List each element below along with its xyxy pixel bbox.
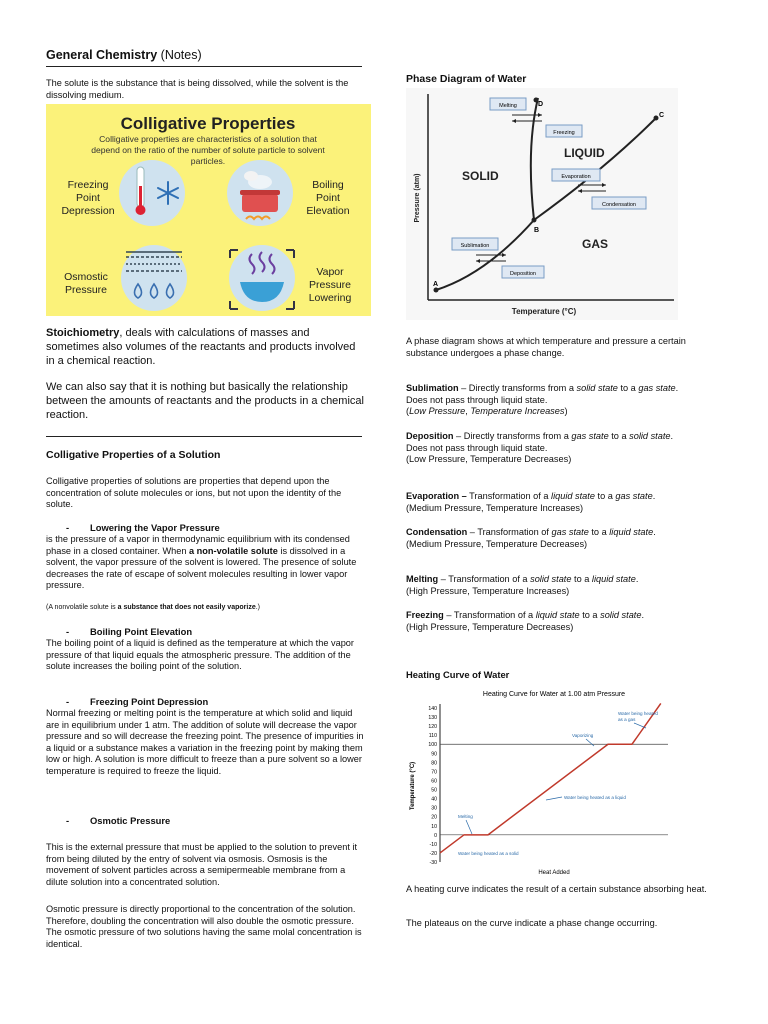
- sublimation-label: Sublimation: [460, 243, 490, 249]
- point-b: [532, 218, 537, 223]
- freezing-point-heading: [66, 696, 208, 707]
- def-b: to a: [594, 491, 616, 501]
- def-s1: gas state: [571, 431, 609, 441]
- def-sep: –: [443, 610, 454, 620]
- def-a: Transformation of: [477, 527, 552, 537]
- gas-region-label: GAS: [582, 237, 609, 251]
- nonvol-b: a substance that does not easily vaporize: [117, 604, 256, 611]
- infographic-subtitle-1: Colligative properties are characteristics of a solution that: [99, 134, 317, 144]
- y-tick-label: 120: [428, 724, 437, 731]
- y-tick-label: 80: [431, 760, 437, 767]
- point-a-label: A: [433, 281, 439, 288]
- colligative-intro: Colligative properties of solutions are properties that depend upon the concentration of solute molecules or ions, but not upon the identity of the solute.: [46, 476, 342, 510]
- osmotic-label-2: Pressure: [64, 284, 108, 296]
- title-bold: General Chemistry: [46, 48, 158, 62]
- def-s2: solid state: [600, 610, 642, 620]
- def-condensation: [406, 527, 722, 550]
- osmotic-pressure-heading: [66, 815, 170, 826]
- def-c: .: [652, 491, 656, 501]
- def-term: Deposition: [406, 431, 454, 441]
- osmo-heading-text: Osmotic Pressure: [90, 815, 171, 826]
- point-d-label: D: [538, 101, 544, 108]
- thermometer-snowflake-icon: [119, 160, 185, 226]
- y-tick-label: 60: [431, 778, 437, 785]
- phase-diagram-heading: Phase Diagram of Water: [406, 73, 527, 85]
- annotation-liquid: Water being heated as a liquid: [564, 795, 626, 800]
- def-evaporation: [406, 491, 722, 514]
- def-term: Condensation: [406, 527, 468, 537]
- solid-region-label: SOLID: [462, 169, 499, 183]
- infographic-subtitle-2: depend on the ratio of the number of solute particle to solvent: [91, 145, 325, 155]
- y-tick-label: 110: [428, 733, 437, 740]
- stoichiometry-term: Stoichiometry: [46, 327, 120, 339]
- y-tick-label: -10: [429, 841, 437, 848]
- def-l3c: ): [564, 406, 568, 417]
- evaporation-label-box: [552, 169, 600, 181]
- freezing-point-text: Normal freezing or melting point is the temperature at which solid and liquid are in equilibrium under 1 atm. The addition of solute will decrease the vapor pressure and so will decrease the freezing point. The presence of impurities in a liquid or a substance makes a variation in the freezing point by making them low or high. A solution is more difficult to freeze than a pure solvent so a lower temperature is required to freeze the liquid.: [46, 708, 364, 776]
- def-melting: [406, 574, 722, 597]
- def-line-3: [406, 406, 722, 418]
- phase-x-axis-label: Temperature (°C): [511, 307, 577, 316]
- deposition-label-box: [502, 266, 544, 278]
- fusion-curve: [531, 98, 538, 220]
- def-b: to a: [608, 431, 630, 441]
- def-s2: solid state: [629, 431, 671, 441]
- def-deposition: [406, 431, 722, 466]
- sublimation-label-box: [452, 238, 498, 250]
- def-line-3: (High Pressure, Temperature Increases): [406, 585, 570, 596]
- boiling-point-heading: [66, 626, 192, 637]
- vapor-label-3: Lowering: [308, 292, 352, 304]
- y-tick-label: 130: [428, 715, 437, 722]
- melting-label: Melting: [499, 103, 517, 109]
- def-line-3: (Low Pressure, Temperature Decreases): [406, 454, 572, 465]
- freezing-label-1: Freezing: [67, 179, 109, 191]
- def-s2: gas state: [615, 491, 653, 501]
- intro-text: The solute is the substance that is being dissolved, while the solvent is the dissolving medium.: [46, 78, 349, 100]
- y-tick-label: 140: [428, 706, 437, 712]
- freezing-label-box: [546, 125, 582, 137]
- x-axis-label: Heat Added: [538, 870, 570, 876]
- def-s1: liquid state: [551, 491, 595, 501]
- nonvol-a: (A nonvolatile solute is: [46, 604, 118, 611]
- y-tick-label: 50: [431, 787, 437, 794]
- def-a: Transformation of a: [448, 574, 531, 584]
- title-rule: [46, 66, 362, 67]
- vapor-text-a: is the pressure of a vapor in thermodynamic equilibrium with its condensed phase in a closed container. When: [46, 534, 350, 556]
- y-tick-label: 0: [434, 832, 437, 839]
- chart-title: Heating Curve for Water at 1.00 atm Pressure: [482, 691, 626, 698]
- def-term: Melting: [406, 574, 439, 584]
- annotation-gas-2: as a gas: [618, 717, 636, 722]
- vapor-bowl-icon: [229, 245, 295, 311]
- def-s1: liquid state: [535, 610, 580, 620]
- osmotic-pressure-text-2: Osmotic pressure is directly proportional to the concentration of the solution. Therefore, doubling the concentration will also double the osmotic pressure. The osmotic pressure of two solutions having the same molal concentration is identical.: [46, 904, 362, 949]
- def-l3i2: Temperature Increases: [470, 406, 565, 417]
- heating-curve-chart: [406, 686, 676, 878]
- freezing-label: Freezing: [553, 130, 575, 136]
- def-freezing: [406, 610, 722, 633]
- y-tick-label: 70: [431, 769, 437, 776]
- infographic-subtitle-3: particles.: [190, 156, 226, 166]
- def-b: to a: [571, 574, 592, 584]
- deposition-label: Deposition: [510, 271, 536, 277]
- osmosis-drops-icon: [121, 245, 187, 311]
- annotation-solid: Water being heated as a solid: [458, 851, 519, 856]
- freeze-heading-text: Freezing Point Depression: [90, 696, 209, 707]
- def-c: .: [641, 610, 645, 620]
- annotation-melting: Melting: [458, 814, 473, 819]
- evaporation-label: Evaporation: [561, 174, 591, 180]
- y-tick-label: 20: [431, 814, 437, 821]
- def-l3a: (: [406, 406, 410, 417]
- def-line-3: (Medium Pressure, Temperature Increases): [406, 502, 584, 513]
- phase-description: A phase diagram shows at which temperature and pressure a certain substance undergoes a phase change.: [406, 336, 686, 358]
- colligative-infographic: [46, 104, 371, 316]
- def-s2: liquid state: [609, 527, 654, 537]
- colligative-heading: Colligative Properties of a Solution: [46, 449, 221, 461]
- dash: -: [66, 522, 70, 533]
- heating-description-1: A heating curve indicates the result of a certain substance absorbing heat.: [406, 884, 707, 894]
- y-tick-label: 100: [428, 742, 437, 749]
- boiling-point-text: The boiling point of a liquid is defined as the temperature at which the vapor pressure of that liquid equals the atmospheric pressure. The addition of the solute increases the boiling point of the solution.: [46, 638, 354, 672]
- annotation-gas-1: Water being heated: [618, 711, 658, 716]
- stoichiometry-def: , deals with calculations of masses and sometimes also volumes of the reactants and products involved in a chemical reaction.: [46, 327, 356, 367]
- def-s1: solid state: [576, 383, 618, 393]
- title-notes: (Notes): [160, 48, 202, 62]
- dash: -: [66, 696, 70, 707]
- vapor-heading-text: Lowering the Vapor Pressure: [90, 522, 220, 533]
- y-tick-label: -30: [429, 860, 437, 866]
- def-b: to a: [588, 527, 610, 537]
- def-sep: –: [467, 527, 478, 537]
- boiling-label-3: Elevation: [306, 205, 350, 217]
- infographic-title: Colligative Properties: [120, 114, 296, 133]
- stoichiometry-paragraph-2: We can also say that it is nothing but basically the relationship between the amounts of reactants and the products in a chemical reaction.: [46, 381, 364, 421]
- vapor-text-b: a non-volatile solute: [189, 545, 278, 556]
- osmotic-label-1: Osmostic: [64, 271, 108, 283]
- phase-diagram: [406, 88, 678, 320]
- def-line-3: (High Pressure, Temperature Decreases): [406, 621, 574, 632]
- annotation-gas-pointer: [634, 723, 646, 728]
- boil-heading-text: Boiling Point Elevation: [90, 626, 193, 637]
- point-c: [654, 116, 659, 121]
- heating-description-2: The plateaus on the curve indicate a phase change occurring.: [406, 918, 658, 928]
- def-c: .: [675, 383, 679, 393]
- dash: -: [66, 626, 70, 637]
- def-sep: –: [438, 574, 449, 584]
- heating-curve-heading: Heating Curve of Water: [406, 669, 510, 680]
- def-c: .: [653, 527, 656, 537]
- vapor-label-2: Pressure: [308, 279, 352, 291]
- def-term: Evaporation –: [406, 491, 467, 501]
- vapor-pressure-text: [46, 534, 364, 592]
- vapor-text-c: is dissolved in a solvent, the vapor pressure of the solvent is lowered. The presence of solute decreases the rate of escape of solvent molecules resulting in lower vapor pressure.: [46, 545, 357, 591]
- def-l3b: ,: [465, 406, 471, 417]
- def-a: Transformation of a: [453, 610, 536, 620]
- def-sep: –: [458, 383, 469, 393]
- boiling-pot-icon: [227, 160, 293, 226]
- melting-label-box: [490, 98, 526, 110]
- condensation-label-box: [592, 197, 646, 209]
- def-line-3: (Medium Pressure, Temperature Decreases): [406, 538, 588, 549]
- phase-y-axis-label: Pressure (atm): [414, 173, 421, 223]
- y-tick-label: 40: [431, 796, 437, 803]
- def-sep: –: [453, 431, 464, 441]
- annotation-liquid-pointer: [546, 797, 562, 800]
- liquid-region-label: LIQUID: [564, 146, 605, 160]
- y-tick-label: 10: [431, 823, 437, 830]
- y-tick-label: 90: [431, 751, 437, 758]
- heating-curve-line: [440, 703, 661, 852]
- page-title: [46, 48, 202, 62]
- def-b: to a: [617, 383, 639, 393]
- freezing-label-3: Depression: [61, 205, 115, 217]
- def-s2: liquid state: [591, 574, 636, 584]
- vapor-label-1: Vapor: [316, 266, 344, 278]
- annotation-vaporizing-pointer: [586, 739, 594, 746]
- y-tick-label: -20: [429, 850, 437, 857]
- freezing-label-2: Point: [76, 192, 100, 204]
- annotation-melting-pointer: [466, 820, 472, 834]
- stoichiometry-paragraph: [46, 326, 364, 368]
- def-term: Sublimation: [406, 383, 459, 393]
- def-a: Directly transforms from a: [468, 383, 577, 393]
- def-a: Transformation of a: [469, 491, 552, 501]
- def-s2: gas state: [638, 383, 676, 393]
- def-a: Directly transforms from a: [463, 431, 572, 441]
- osmotic-pressure-text-1: This is the external pressure that must be applied to the solution to prevent it from being diluted by the entry of solvent via osmosis. Osmosis is the movement of solvent particles across a semipermeable membrane from a dilute solution into a concentrated solution.: [46, 842, 358, 887]
- def-sublimation: [406, 383, 722, 418]
- def-b: to a: [579, 610, 601, 620]
- y-axis-label: Temperature (°C): [410, 761, 416, 811]
- condensation-label: Condensation: [602, 202, 636, 208]
- boiling-label-1: Boiling: [312, 179, 344, 191]
- def-l3i1: Low Pressure: [409, 406, 466, 417]
- point-c-label: C: [659, 112, 665, 119]
- boiling-label-2: Point: [316, 192, 340, 204]
- def-line-2: Does not pass through liquid state.: [406, 394, 548, 405]
- def-c: .: [635, 574, 639, 584]
- def-s1: gas state: [551, 527, 589, 537]
- def-s1: solid state: [530, 574, 572, 584]
- annotation-vaporizing: Vaporizing: [572, 733, 594, 738]
- def-term: Freezing: [406, 610, 444, 620]
- y-tick-label: 30: [431, 805, 437, 812]
- point-b-label: B: [534, 227, 540, 234]
- nonvol-c: .): [255, 604, 260, 611]
- dash: -: [66, 815, 70, 826]
- def-line-2: Does not pass through liquid state.: [406, 442, 548, 453]
- nonvolatile-note: [46, 604, 260, 611]
- def-c: .: [670, 431, 674, 441]
- section-divider: [46, 436, 362, 437]
- vapor-pressure-heading: [66, 522, 220, 533]
- point-a: [434, 288, 439, 293]
